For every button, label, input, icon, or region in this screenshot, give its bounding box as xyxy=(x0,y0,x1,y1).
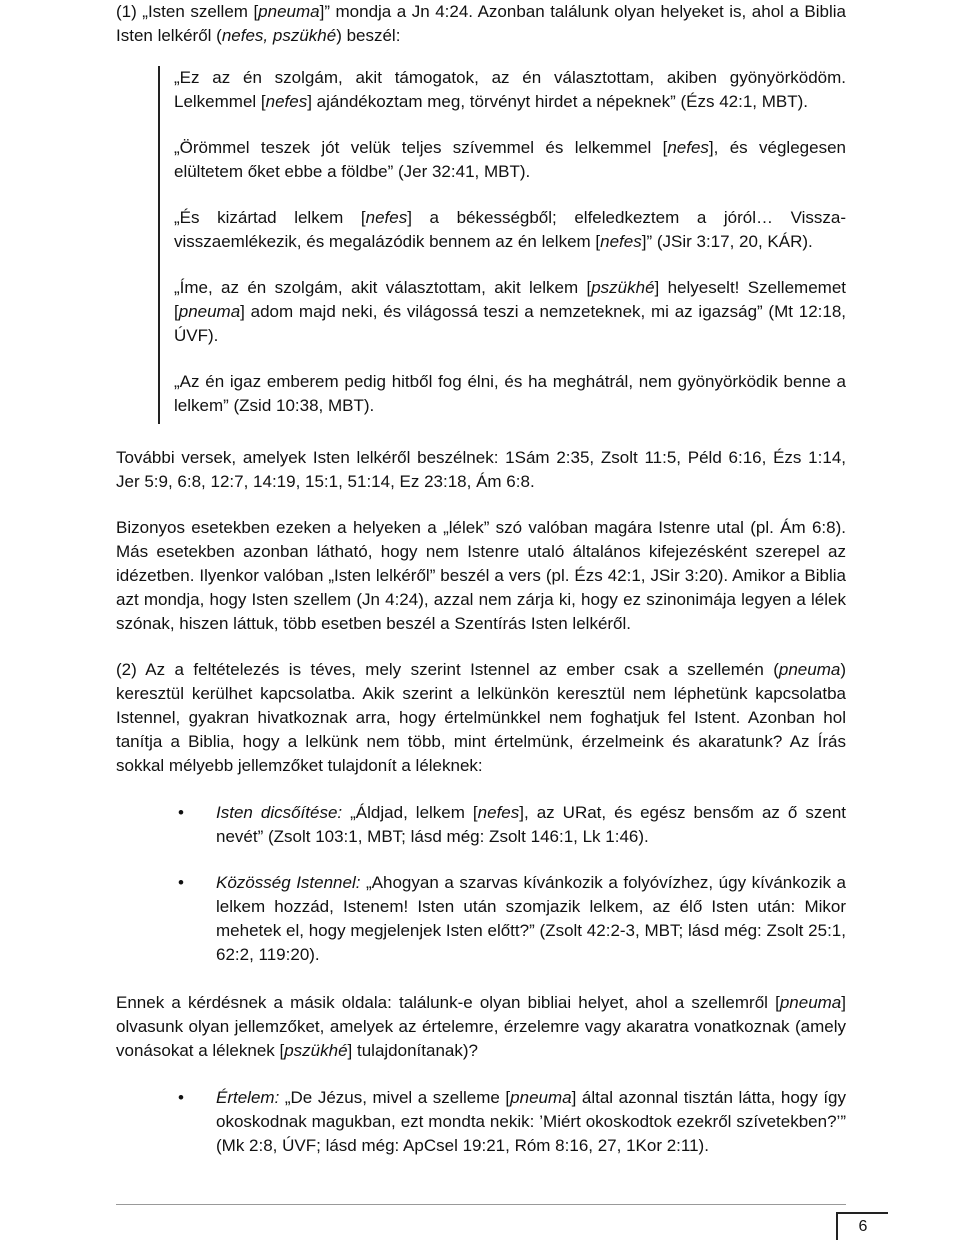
text: ], és véglegesen elültetem őket ebbe a földbe” (Jer 32:41, MBT). xyxy=(174,138,846,181)
text: „De Jézus, mivel a szelleme [ xyxy=(279,1088,511,1107)
paragraph-intro xyxy=(116,0,846,48)
text: ]” (JSir 3:17, 20, KÁR). xyxy=(641,232,813,251)
term: nefes xyxy=(667,138,709,157)
term: pneuma xyxy=(258,2,320,21)
term: pneuma xyxy=(779,993,842,1012)
text: ] helyeselt! Szellememet [ xyxy=(174,278,846,321)
item-label: Közösség Istennel: xyxy=(216,873,361,892)
bullet-list-soul xyxy=(116,801,846,967)
term: pneuma xyxy=(178,302,241,321)
list-item xyxy=(116,801,846,849)
bullet-icon: • xyxy=(178,873,184,892)
text: ) beszél: xyxy=(336,26,401,45)
paragraph-question xyxy=(116,991,846,1063)
bullet-icon: • xyxy=(178,1088,184,1107)
text: (2) Az a feltételezés is téves, mely szerint Istennel az ember csak a szellemén ( xyxy=(116,660,779,679)
list-item xyxy=(116,1086,846,1158)
quote-1 xyxy=(174,66,846,114)
text: ] olvasunk olyan jellemzőket, amelyek az értelemre, érzelemre vagy akaratra vonatkoznak (amely vonásokat a léleknek [ xyxy=(116,993,846,1060)
text: ] adom majd neki, és világossá teszi a nemzeteknek, mi az igazság” (Mt 12:18, ÚVF). xyxy=(174,302,846,345)
paragraph-more-verses: További versek, amelyek Isten lelkéről beszélnek: 1Sám 2:35, Zsolt 11:5, Péld 6:16, Ézs 1:14, Jer 5:9, 6:8, 12:7, 14:19, 15:1, 51:14, Ez 23:18, Ám 6:8. xyxy=(116,448,846,491)
footer-divider xyxy=(116,1204,846,1205)
text: ] a békességből; elfeledkeztem a jóról… Vissza-visszaemlékezik, és megalázódik bennem az én lelkem [ xyxy=(174,208,847,251)
quote-3 xyxy=(174,206,846,254)
item-label: Értelem: xyxy=(216,1088,280,1107)
paragraph-second-point xyxy=(116,658,846,778)
text: ], az URat, és egész bensőm az ő szent nevét” (Zsolt 103:1, MBT; lásd még: Zsolt 146:1, Lk 1:46). xyxy=(216,803,847,846)
term: nefes xyxy=(365,208,408,227)
text: (1) „Isten szellem [ xyxy=(116,2,259,21)
text: „Áldjad, lelkem [ xyxy=(342,803,478,822)
bullet-icon: • xyxy=(178,803,184,822)
bullet-list-spirit xyxy=(116,1086,846,1158)
term: nefes xyxy=(600,232,642,251)
quote-2 xyxy=(174,136,846,184)
paragraph-explanation: Bizonyos esetekben ezeken a helyeken a „lélek” szó valóban magára Istenre utal (pl. Ám 6:8). Más esetekben azonban látható, hogy nem Istenre utaló általános kifejezésként szerepel az idézetben. Ilyenkor valóban „Isten lelkéről” beszél a vers (pl. Ézs 42:1, JSir 3:20). Amikor a Biblia azt mondja, hogy Isten szellem (Jn 4:24), azzal nem zárja ki, hogy ez szinonimája legyen a lélek szónak, hiszen láttuk, több esetben beszél a Szentírás Isten lelkéről. xyxy=(116,518,846,633)
item-label: Isten dicsőítése: xyxy=(216,803,343,822)
text: „Örömmel teszek jót velük teljes szívemmel és lelkemmel [ xyxy=(174,138,668,157)
text: „Íme, az én szolgám, akit választottam, akit lelkem [ xyxy=(174,278,592,297)
term: nefes xyxy=(477,803,520,822)
text: Ennek a kérdésnek a másik oldala: találunk-e olyan bibliai helyet, ahol a szellemről [ xyxy=(116,993,780,1012)
term: nefes xyxy=(265,92,308,111)
term: pszükhé xyxy=(591,278,655,297)
page-number: 6 xyxy=(836,1212,888,1240)
text: ] által azonnal tisztán látta, hogy így okoskodnak magukban, ezt mondta nekik: ’Miért okoskodtok ezekről szívetekben?’” (Mk 2:8, ÚVF; lásd még: ApCsel 19:21, Róm 8:16, 27, 1Kor 2:11). xyxy=(216,1088,847,1155)
term: pszükhé xyxy=(284,1041,348,1060)
quote-4 xyxy=(174,276,846,348)
term: pneuma xyxy=(510,1088,572,1107)
text: „Ahogyan a szarvas kívánkozik a folyóvízhez, úgy kívánkozik a lelkem hozzád, Istenem! Isten után szomjazik lelkem, az élő Isten után: Mikor mehetek el, hogy megjelenjek Isten előtt?” (Zsolt 42:2-3, MBT; lásd még: Zsolt 25:1, 62:2, 119:20). xyxy=(216,873,846,964)
quote-5: „Az én igaz emberem pedig hitből fog élni, és ha meghátrál, nem gyönyörködik benne a lelkem” (Zsid 10:38, MBT). xyxy=(174,372,846,415)
quote-block xyxy=(158,66,846,424)
text: ] tulajdonítanak)? xyxy=(347,1041,478,1060)
text: ]” mondja a Jn 4:24. Azonban találunk olyan helyeket is, ahol a Biblia Isten lelkéről ( xyxy=(116,2,846,45)
text: ] ajándékoztam meg, törvényt hirdet a népeknek” (Ézs 42:1, MBT). xyxy=(307,92,809,111)
text: „És kizártad lelkem [ xyxy=(174,208,366,227)
list-item xyxy=(116,871,846,967)
term: nefes, pszükhé xyxy=(221,26,337,45)
term: pneuma xyxy=(778,660,841,679)
text: „Ez az én szolgám, akit támogatok, az én választottam, akiben gyönyörködöm. Lelkemmel [ xyxy=(174,68,846,111)
text: ) keresztül kerülhet kapcsolatba. Akik szerint a lelkünkön keresztül nem léphetünk kapcsolatba Istennel, gyakran hivatkoznak arra, hogy értelmünkkel nem foghatjuk fel Istent. Azonban hol tanítja a Biblia, hogy a lelkünk nem több, mint értelmünk, érzelmeink és akaratunk? Az Írás sokkal mélyebb jellemzőket tulajdonít a léleknek: xyxy=(116,660,846,775)
